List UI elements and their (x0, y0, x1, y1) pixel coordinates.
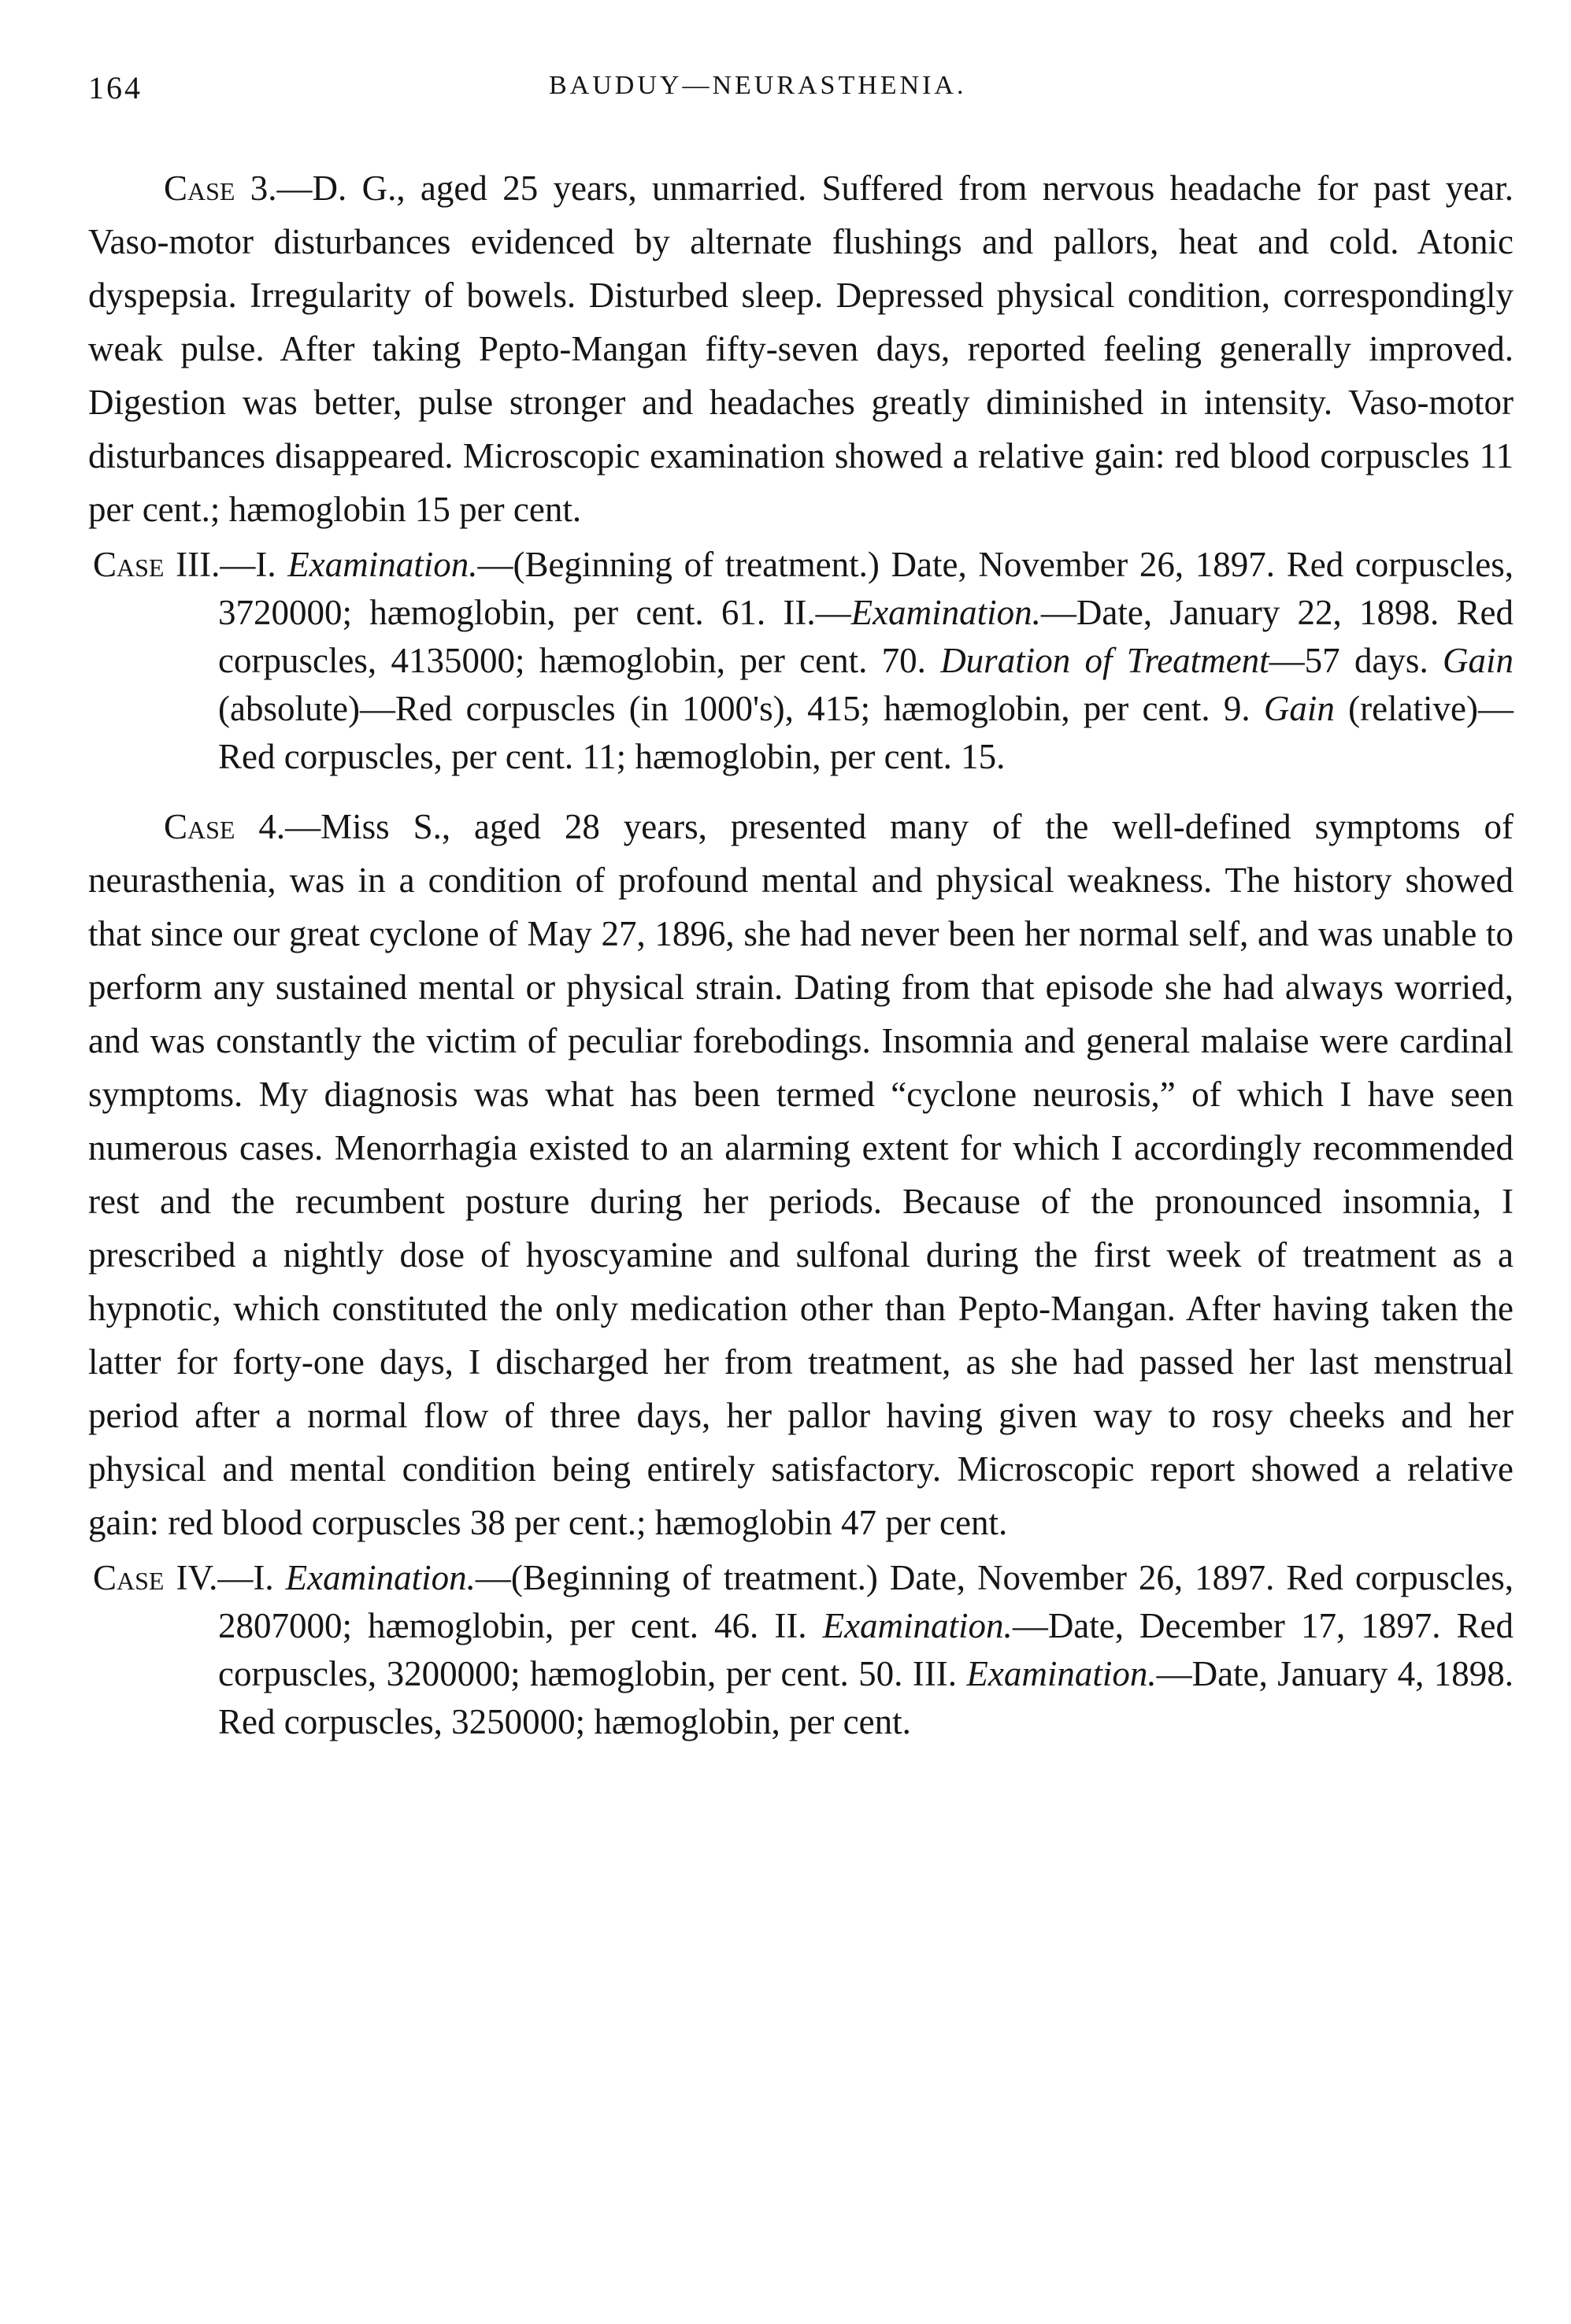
case-label: Case (93, 1558, 165, 1597)
case-iii-part4: —57 days. (1269, 641, 1428, 680)
case-4-text: 4.—Miss S., aged 28 years, presented many of the well-defined symptoms of neurasthenia, was in a condition of profound mental and physical weakness. The history showed that since our great cyclone of May 27, 1896, she had never been her normal self, and was unable to perform any sustained mental or physical strain. Dating from that episode she had always worried, and was constantly the victim of peculiar forebodings. Insomnia and general malaise were cardinal symptoms. My diagnosis was what has been termed “cyclone neurosis,” of which I have seen numerous cases. Menorrhagia existed to an alarming extent for which I accordingly recommended rest and the recumbent posture during her periods. Because of the pronounced insomnia, I prescribed a nightly dose of hyoscyamine and sulfonal during the first week of treatment as a hypnotic, which constituted the only medication other than Pepto-Mangan. After having taken the latter for forty-one days, I discharged her from treatment, as she had passed her last menstrual period after a normal flow of three days, her pallor having given way to rosy cheeks and her physical and mental condition being entirely satisfactory. Microscopic report showed a relative gain: red blood corpuscles 38 per cent.; hæmoglobin 47 per cent. (88, 807, 1514, 1542)
case-iv-exam2: Examination. (822, 1606, 1013, 1645)
running-header (88, 69, 1514, 117)
case-iii-gain-absolute: Gain (1443, 641, 1514, 680)
body-text (88, 161, 1514, 1765)
case-iii-examinations (88, 541, 1514, 781)
case-iii-part5: (absolute)—Red corpuscles (in 1000's), 415; hæmoglobin, per cent. 9. (218, 689, 1251, 728)
case-iii-part2: —(Beginning of treatment.) Date, November 26, 1897. Red corpuscles, 3720000; hæmoglobin, per cent. 61. II.— (218, 545, 1514, 632)
case-iv-part4: —Date, January 4, 1898. Red corpuscles, 3250000; hæmoglobin, per cent. (218, 1654, 1514, 1741)
case-iii-lead (88, 545, 287, 584)
case-3-text: 3.—D. G., aged 25 years, unmarried. Suffered from nervous headache for past year. Vaso-motor disturbances evidenced by alternate flushings and pallors, heat and cold. Atonic dyspepsia. Irregularity of bowels. Disturbed sleep. Depressed physical condition, correspondingly weak pulse. After taking Pepto-Mangan fifty-seven days, reported feeling generally improved. Digestion was better, pulse stronger and headaches greatly diminished in intensity. Vaso-motor disturbances disappeared. Microscopic examination showed a relative gain: red blood corpuscles 11 per cent.; hæmoglobin 15 per cent. (88, 168, 1514, 529)
case-iv-part2: —(Beginning of treatment.) Date, November 26, 1897. Red corpuscles, 2807000; hæmoglobin, per cent. 46. II. (218, 1558, 1514, 1645)
case-iii-exam2: Examination. (850, 593, 1041, 632)
case-iii-exam1: Examination. (287, 545, 478, 584)
case-iii-duration: Duration of Treatment (940, 641, 1269, 680)
case-iv-examinations (88, 1554, 1514, 1746)
case-iv-exam1: Examination. (285, 1558, 476, 1597)
case-3-paragraph (88, 161, 1514, 536)
case-iii-gain-relative: Gain (1263, 689, 1335, 728)
case-iv-lead (88, 1558, 286, 1597)
case-iv-part1: IV.—I. (176, 1558, 274, 1597)
case-iii-part6: (relative)—Red corpuscles, per cent. 11; hæmoglobin, per cent. 15. (218, 689, 1514, 776)
running-title: BAUDUY—NEURASTHENIA. (549, 71, 967, 100)
case-iii-part3: —Date, January 22, 1898. Red corpuscles, 4135000; hæmoglobin, per cent. 70. (218, 593, 1514, 680)
case-iv-exam3: Examination. (966, 1654, 1157, 1693)
case-label: Case (164, 807, 235, 846)
case-iii-part1: III.—I. (176, 545, 276, 584)
case-label: Case (93, 545, 165, 584)
case-4-paragraph (88, 800, 1514, 1549)
case-iv-part3: —Date, December 17, 1897. Red corpuscles, 3200000; hæmoglobin, per cent. 50. III. (218, 1606, 1514, 1693)
case-label: Case (164, 168, 235, 208)
page-number: 164 (88, 70, 143, 105)
